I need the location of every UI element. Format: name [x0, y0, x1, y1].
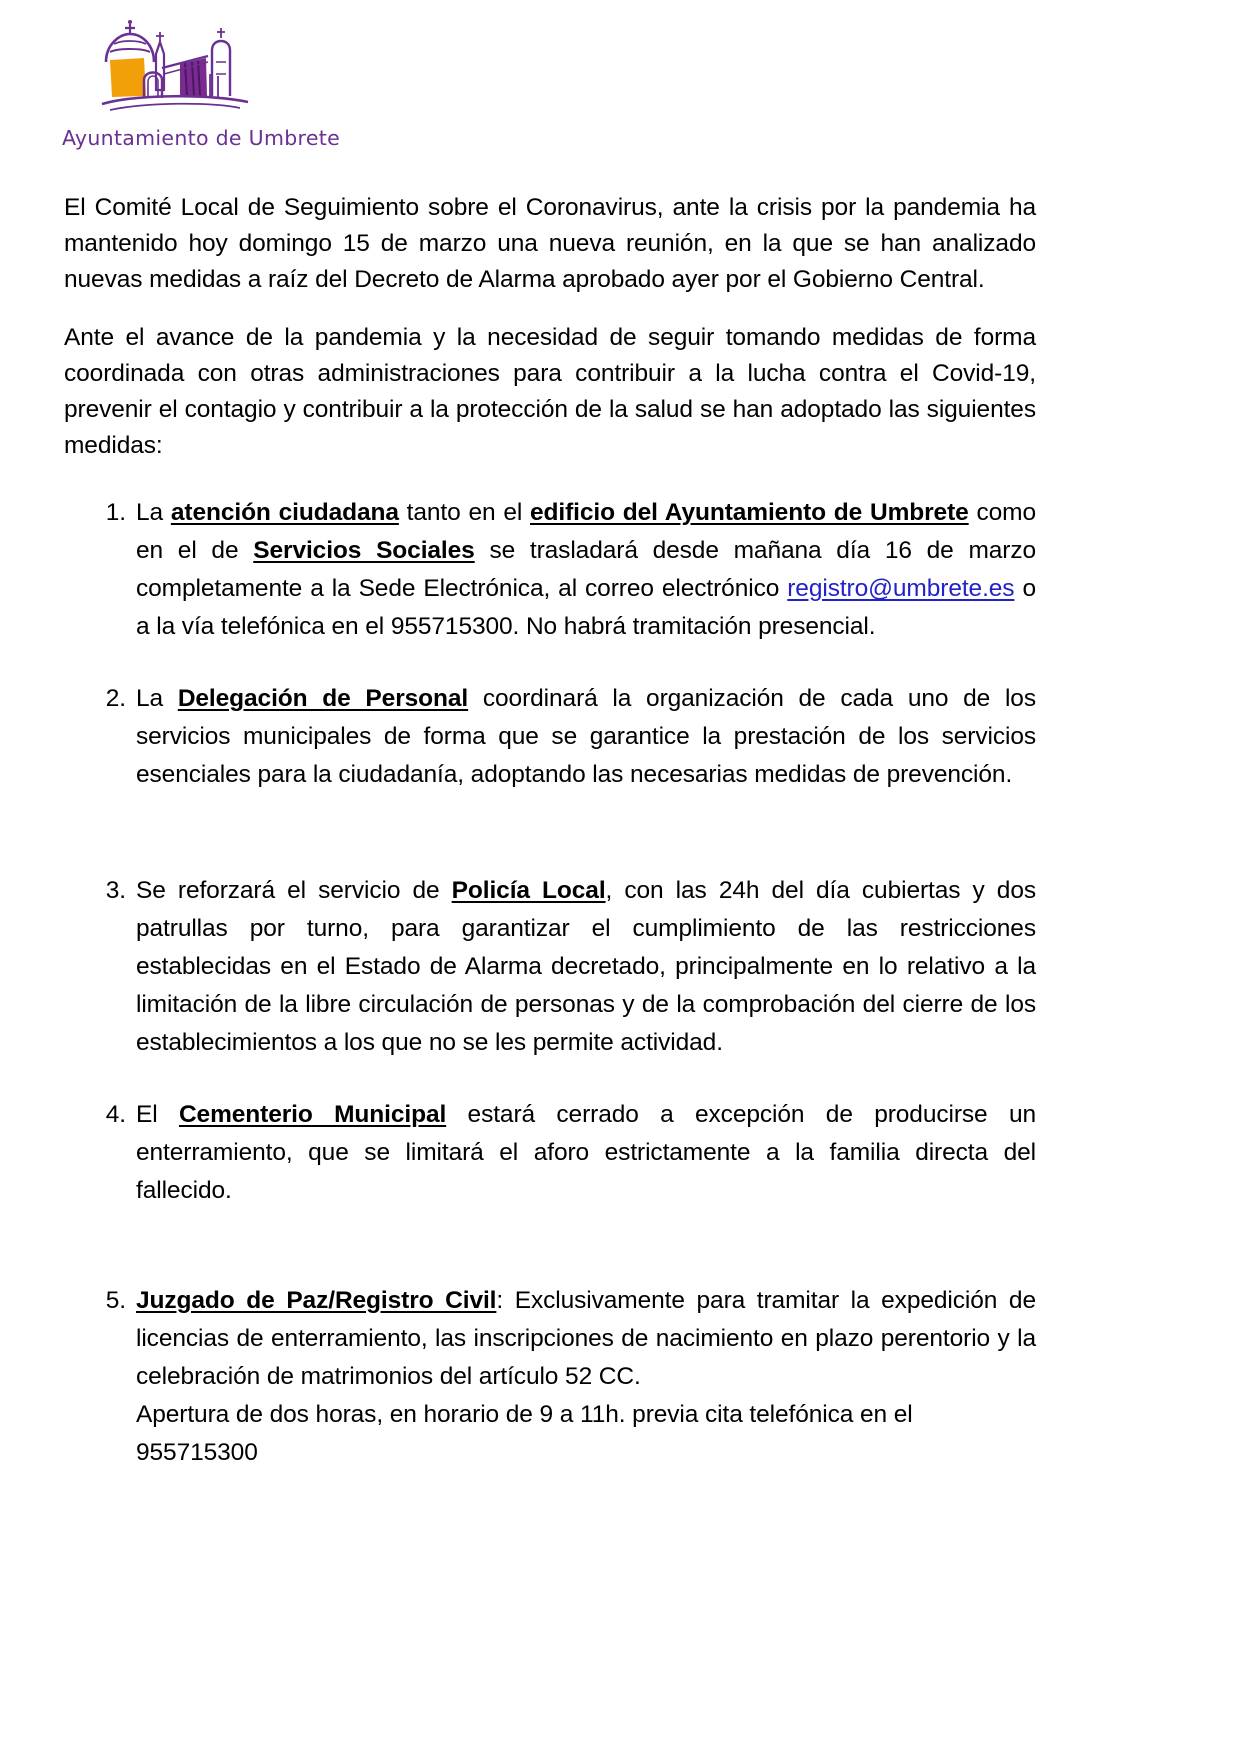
- umbrete-coat-of-arms-icon: [88, 18, 278, 126]
- measure-item-1: [136, 494, 1036, 646]
- logo-caption: Ayuntamiento de Umbrete: [62, 126, 340, 150]
- measure-1-bold-edificio-ayuntamiento: edificio del Ayuntamiento de Umbrete: [530, 499, 969, 526]
- measure-1-seg-3: como en el de: [136, 499, 1036, 564]
- measure-3-bold-policia-local: Policía Local: [451, 877, 606, 904]
- measure-item-4: [136, 1096, 1036, 1210]
- measure-1-seg-4: se trasladará desde mañana día 16 de marzo completamente a la Sede Electrónica, al correo electrónico: [136, 537, 1037, 602]
- measure-item-3: [136, 872, 1036, 1062]
- paragraph-intro: El Comité Local de Seguimiento sobre el Coronavirus, ante la crisis por la pandemia ha mantenido hoy domingo 15 de marzo una nueva reunión, en la que se han analizado nuevas medidas a raíz del Decreto de Alarma aprobado ayer por el Gobierno Central.: [64, 194, 1036, 293]
- measure-1-bold-servicios-sociales: Servicios Sociales: [253, 537, 475, 564]
- umbrete-logo: [62, 18, 340, 168]
- measure-5-seg-2: : Exclusivamente para tramitar la expedición de licencias de enterramiento, las inscripciones de nacimiento en plazo perentorio y la celebración de matrimonios del artículo 52 CC.: [136, 1287, 1036, 1390]
- measure-item-5: [136, 1282, 1036, 1472]
- measure-1-seg-2: tanto en el: [398, 499, 530, 526]
- measure-2-bold-delegacion-personal: Delegación de Personal: [177, 685, 469, 712]
- measure-5-bold-juzgado-paz: Juzgado de Paz/Registro Civil: [136, 1287, 497, 1314]
- measure-4-seg-1: El: [136, 1101, 179, 1128]
- measure-3-seg-1: Se reforzará el servicio de: [136, 877, 452, 904]
- measure-1-seg-1: La: [136, 499, 171, 526]
- measure-4-bold-cementerio-municipal: Cementerio Municipal: [178, 1101, 447, 1128]
- measure-5-apertura-line: Apertura de dos horas, en horario de 9 a 11h. previa cita telefónica en el 955715300: [136, 1401, 913, 1466]
- paragraph-context: Ante el avance de la pandemia y la necesidad de seguir tomando medidas de forma coordinada con otras administraciones para contribuir a la lucha contra el Covid-19, prevenir el contagio y contribuir a la protección de la salud se han adoptado las siguientes medidas:: [64, 324, 1036, 459]
- document-body: [64, 190, 1036, 1506]
- measure-1-bold-atencion-ciudadana: atención ciudadana: [170, 499, 399, 526]
- measure-4-seg-2: estará cerrado a excepción de producirse un enterramiento, que se limitará el aforo estrictamente a la familia directa del fallecido.: [136, 1101, 1036, 1204]
- measure-3-seg-2: , con las 24h del día cubiertas y dos patrullas por turno, para garantizar el cumplimiento de las restricciones establecidas en el Estado de Alarma decretado, principalmente en lo relativo a la limitación de la libre circulación de personas y de la comprobación del cierre de los establecimientos a los que no se les permite actividad.: [136, 877, 1036, 1056]
- measure-1-seg-5: o a la vía telefónica en el 955715300. No habrá tramitación presencial.: [136, 575, 1036, 640]
- measure-item-2: [136, 680, 1036, 794]
- email-link-registro[interactable]: registro@umbrete.es: [787, 575, 1015, 602]
- measure-2-seg-1: La: [136, 685, 178, 712]
- measure-2-seg-2: coordinará la organización de cada uno de los servicios municipales de forma que se garantice la prestación de los servicios esenciales para la ciudadanía, adoptando las necesarias medidas de prevención.: [136, 685, 1036, 788]
- measures-list: [64, 494, 1036, 1472]
